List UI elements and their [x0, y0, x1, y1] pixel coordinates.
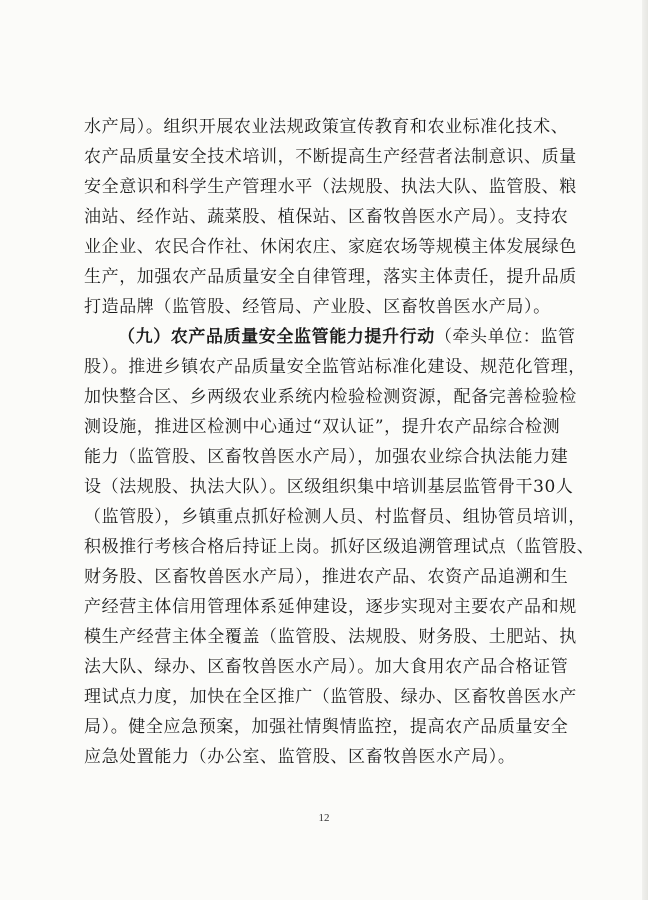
text-line: 农产品质量安全技术培训，不断提高生产经营者法制意识、质量 [84, 147, 577, 167]
text-line: 业企业、农民合作社、休闲农庄、家庭农场等规模主体发展绿色 [84, 237, 577, 257]
text-line: 应急处置能力（办公室、监管股、区畜牧兽医水产局）。 [84, 747, 516, 767]
text-line: 打造品牌（监管股、经管局、产业股、区畜牧兽医水产局）。 [84, 297, 551, 317]
text-line: 积极推行考核合格后持证上岗。抓好区级追溯管理试点（监管股、 [84, 537, 595, 557]
text-line: 设（法规股、执法大队）。区级组织集中培训基层监管骨干30人 [84, 477, 574, 497]
section-heading: （九）农产品质量安全监管能力提升行动 [118, 327, 435, 347]
text-line: 财务股、区畜牧兽医水产局），推进农产品、农资产品追溯和生 [84, 567, 569, 587]
text-line: 加快整合区、乡两级农业系统内检验检测资源，配备完善检验检 [84, 387, 577, 407]
text-line: 局）。健全应急预案，加强社情舆情监控，提高农产品质量安全 [84, 717, 569, 737]
page-number: 12 [318, 812, 330, 824]
text-line: （监管股），乡镇重点抓好检测人员、村监督员、组协管员培训， [84, 507, 586, 527]
text-line: 模生产经营主体全覆盖（监管股、法规股、财务股、土肥站、执 [84, 627, 577, 647]
text-line: 能力（监管股、区畜牧兽医水产局），加强农业综合执法能力建 [84, 447, 569, 467]
section-heading-rest: （牵头单位：监管 [434, 327, 576, 347]
text-line: 安全意识和科学生产管理水平（法规股、执法大队、监管股、粮 [84, 177, 577, 197]
text-line: 产经营主体信用管理体系延伸建设，逐步实现对主要农产品和规 [84, 597, 577, 617]
text-line: 油站、经作站、蔬菜股、植保站、区畜牧兽医水产局）。支持农 [84, 207, 569, 227]
text-line: 生产，加强农产品质量安全自律管理，落实主体责任，提升品质 [84, 267, 577, 287]
text-line: 水产局）。组织开展农业法规政策宣传教育和农业标准化技术、 [84, 117, 569, 137]
text-line: 理试点力度，加快在全区推广（监管股、绿办、区畜牧兽医水产 [84, 687, 577, 707]
text-line: 测设施，推进区检测中心通过“双认证”，提升农产品综合检测 [84, 417, 561, 437]
text-line: 法大队、绿办、区畜牧兽医水产局）。加大食用农产品合格证管 [84, 657, 569, 677]
scan-edge [642, 0, 648, 900]
section-heading-line [118, 322, 576, 352]
text-line: 股）。推进乡镇农产品质量安全监管站标准化建设、规范化管理， [84, 357, 586, 377]
